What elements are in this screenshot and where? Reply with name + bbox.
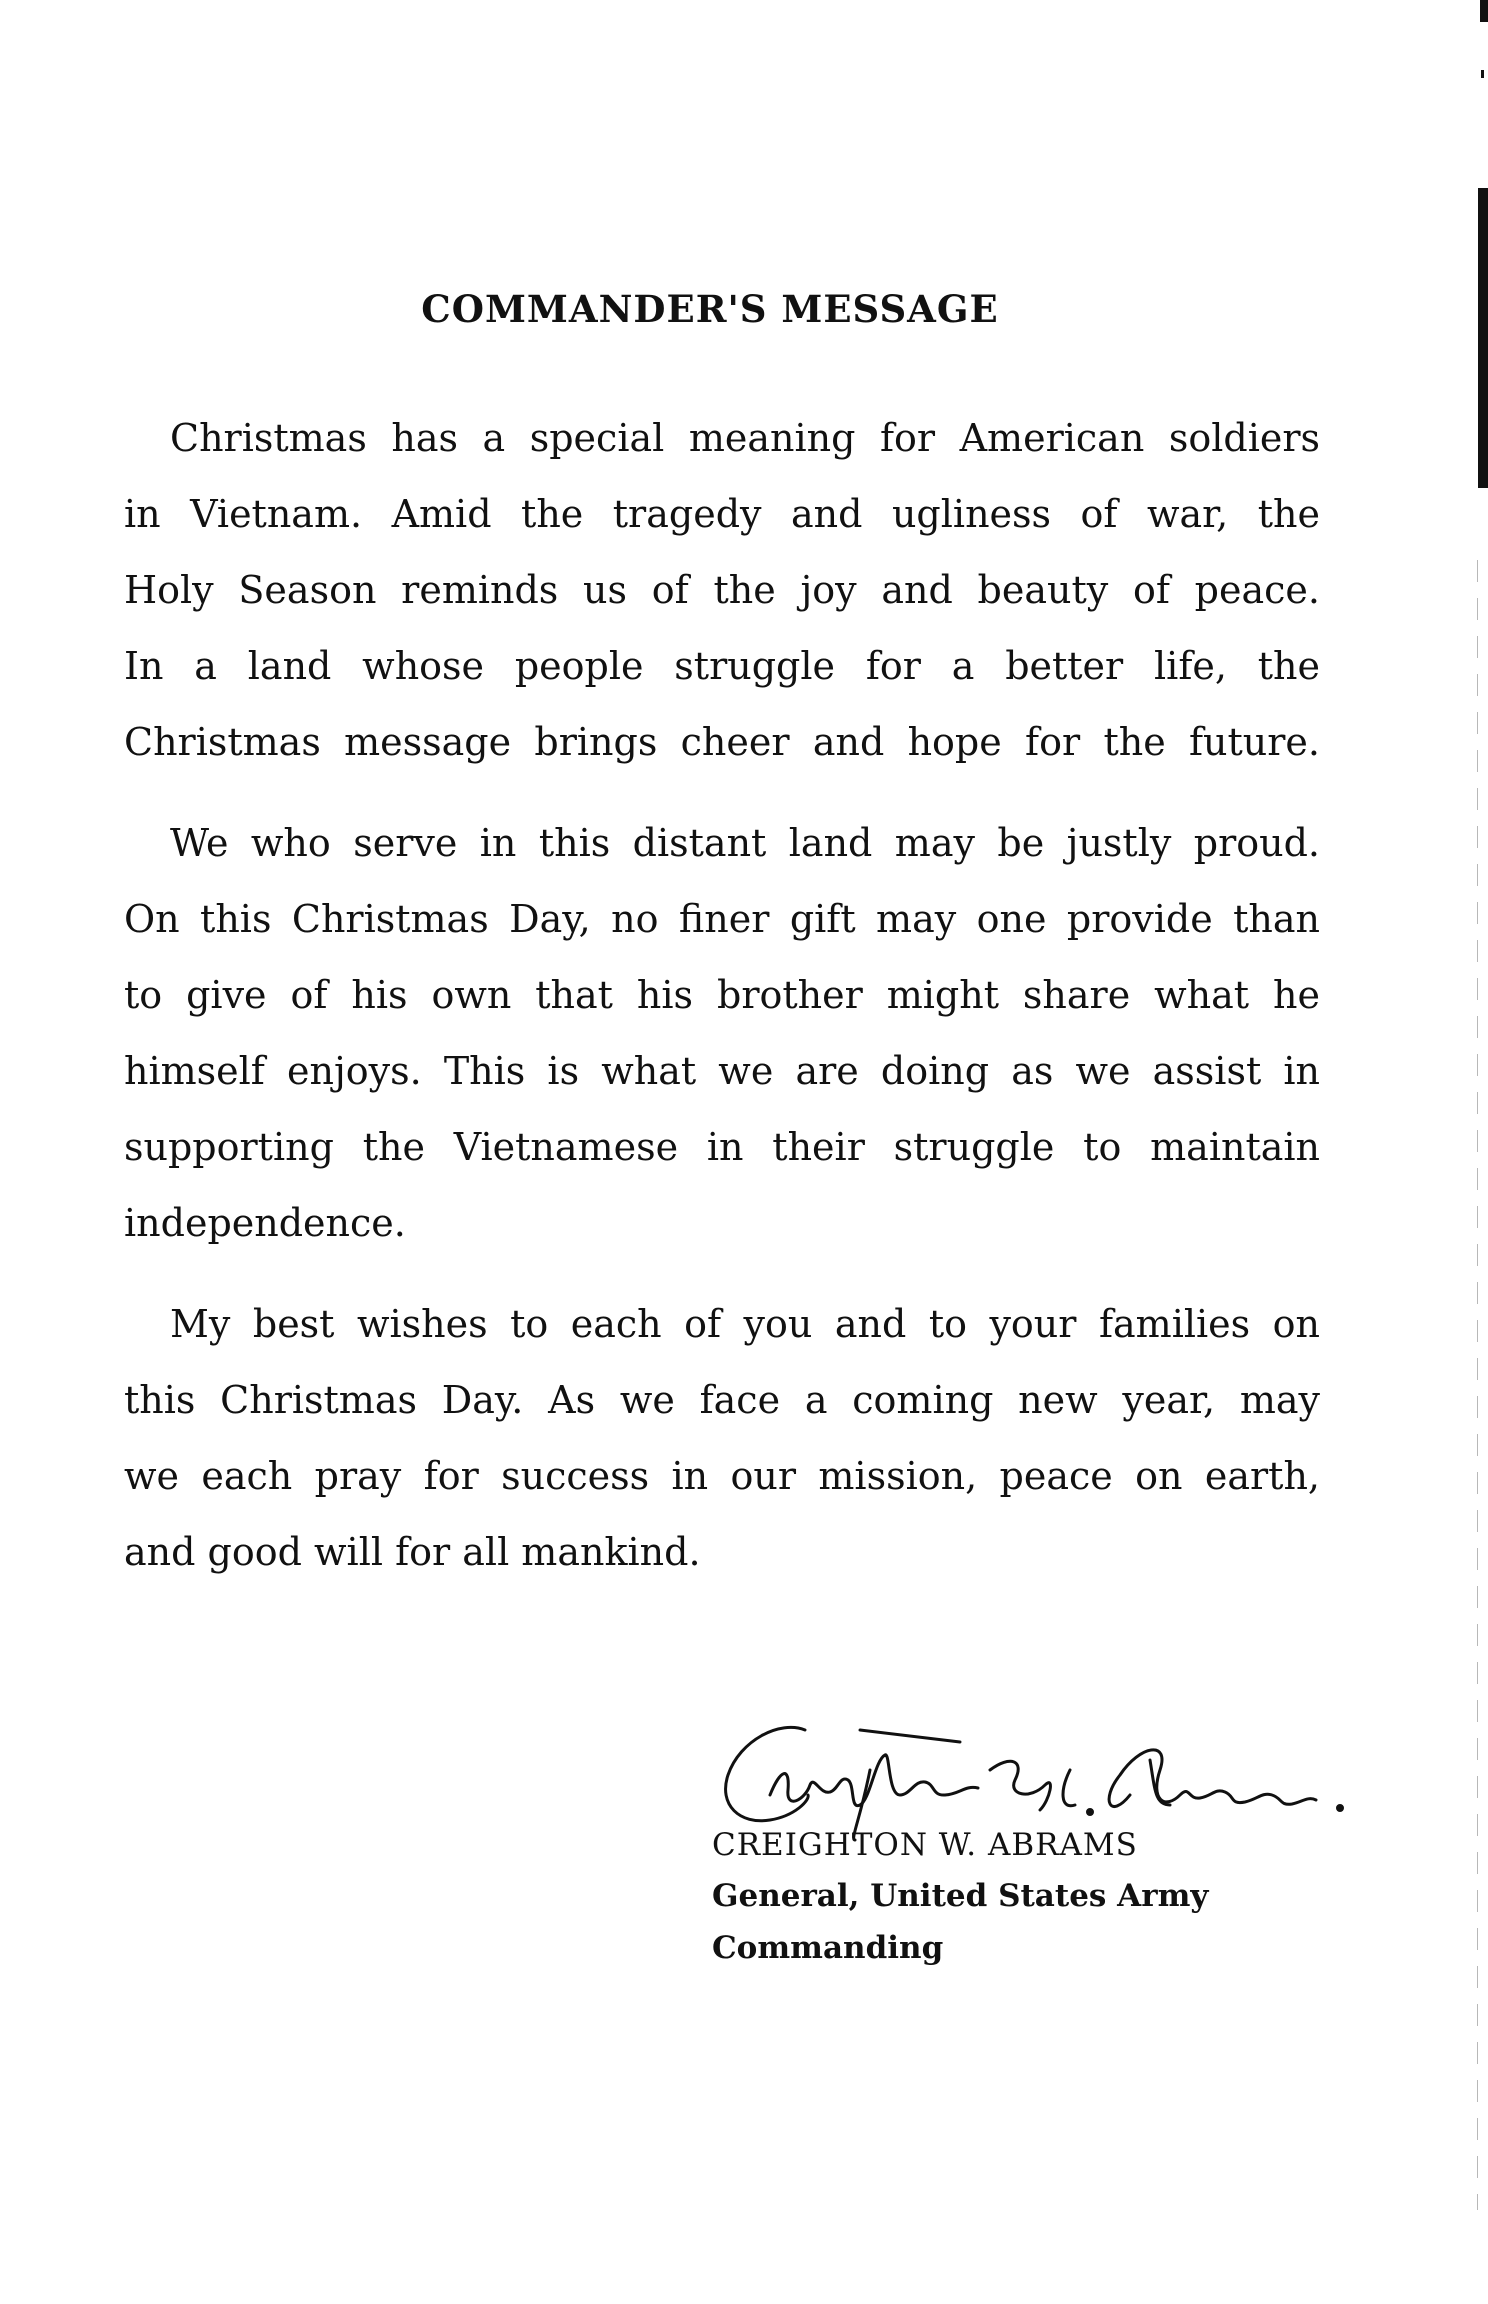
text-line: supporting the Vietnamese in their struggle to maintain xyxy=(124,1125,1320,1169)
paragraph-1 xyxy=(124,400,1320,780)
paragraph-3 xyxy=(124,1286,1320,1590)
text-line: Christmas has a special meaning for American soldiers xyxy=(170,416,1320,460)
text-line: himself enjoys. This is what we are doing as we assist in xyxy=(124,1049,1320,1093)
scan-edge-mark xyxy=(1481,70,1484,78)
text-line: On this Christmas Day, no finer gift may one provide than xyxy=(124,897,1320,941)
text-line: In a land whose people struggle for a better life, the xyxy=(124,644,1320,688)
scan-edge-line xyxy=(1477,560,1478,2210)
message-body xyxy=(124,400,1320,1615)
text-line: Holy Season reminds us of the joy and beauty of peace. xyxy=(124,568,1320,612)
text-line: Christmas message brings cheer and hope for the future. xyxy=(124,720,1320,764)
signatory-name: CREIGHTON W. ABRAMS xyxy=(712,1827,1138,1863)
signature-text xyxy=(712,1820,1208,1974)
signatory-title: General, United States Army xyxy=(712,1878,1209,1914)
text-line: and good will for all mankind. xyxy=(124,1530,701,1574)
text-line: in Vietnam. Amid the tragedy and ugliness of war, the xyxy=(124,492,1320,536)
text-line: this Christmas Day. As we face a coming new year, may xyxy=(124,1378,1320,1422)
scan-edge-mark xyxy=(1478,188,1488,488)
scan-edge-mark xyxy=(1480,0,1488,22)
text-line: we each pray for success in our mission, peace on earth, xyxy=(124,1454,1320,1498)
signatory-role: Commanding xyxy=(712,1930,944,1966)
text-line: My best wishes to each of you and to your families on xyxy=(170,1302,1320,1346)
page-title: COMMANDER'S MESSAGE xyxy=(421,287,999,331)
text-line: We who serve in this distant land may be justly proud. xyxy=(170,821,1320,865)
text-line: to give of his own that his brother might share what he xyxy=(124,973,1320,1017)
text-line: independence. xyxy=(124,1201,406,1245)
paragraph-2 xyxy=(124,805,1320,1261)
